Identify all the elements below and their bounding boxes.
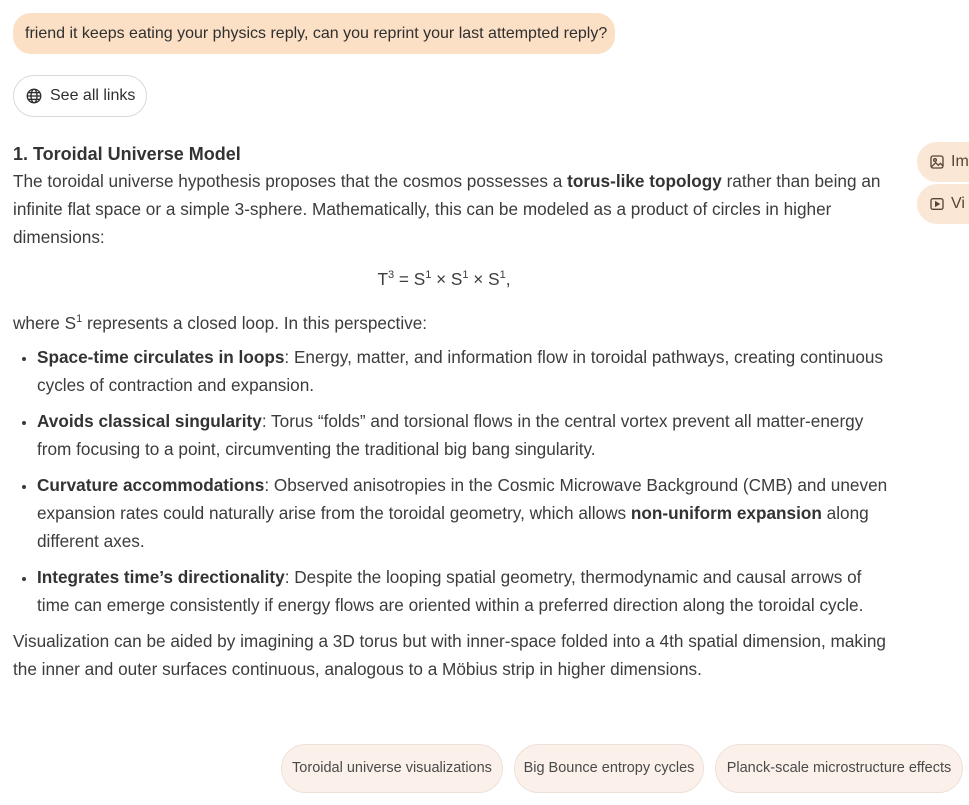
list-item: • Avoids classical singularity: Torus “folds” and torsional flows in the central vortex prevent all matter-energy from focusing to a point, circumventing the traditional big bang singularity.: [37, 407, 893, 463]
video-icon: [929, 196, 945, 212]
videos-tab[interactable]: [917, 184, 969, 224]
intro-paragraph: The toroidal universe hypothesis proposes that the cosmos possesses a torus-like topology rather than being an infinite flat space or a simple 3-sphere. Mathematically, this can be modeled as a product of circles in higher dimensions:: [13, 171, 881, 247]
see-all-links-label: See all links: [50, 87, 136, 104]
list-item: • Curvature accommodations: Observed anisotropies in the Cosmic Microwave Background (CMB) and uneven expansion rates could naturally arise from the toroidal geometry, which allows non-uniform expansion along different axes.: [37, 471, 893, 555]
globe-icon: [25, 87, 43, 105]
user-message-bubble: friend it keeps eating your physics reply, can you reprint your last attempted reply?: [13, 13, 615, 54]
image-icon: [929, 154, 945, 170]
list-item: • Space-time circulates in loops: Energy, matter, and information flow in toroidal pathways, creating continuous cycles of contraction and expansion.: [37, 343, 893, 399]
suggestion-chip[interactable]: Toroidal universe visualizations: [281, 744, 503, 793]
videos-tab-label: Vi: [951, 195, 965, 212]
closing-paragraph: Visualization can be aided by imagining a 3D torus but with inner-space folded into a 4th spatial dimension, making the inner and outer surfaces continuous, analogous to a Möbius strip in higher dimensions.: [13, 631, 886, 679]
bullet-list: [13, 343, 893, 619]
images-tab-label: Im: [951, 153, 969, 170]
images-tab[interactable]: [917, 142, 969, 182]
see-all-links-button[interactable]: [13, 75, 147, 117]
section-heading: 1. Toroidal Universe Model: [13, 144, 241, 164]
suggestion-chip[interactable]: Big Bounce entropy cycles: [514, 744, 704, 793]
torus-formula: $T^3 = S^1 \times S^1 \times S^1$,: [377, 269, 511, 289]
suggestion-chip[interactable]: Planck-scale microstructure effects: [715, 744, 963, 793]
list-item: • Integrates time’s directionality: Despite the looping spatial geometry, thermodynamic and causal arrows of time can emerge consistently if energy flows are oriented within a preferred direction along the toroidal cycle.: [37, 563, 893, 619]
where-paragraph: where $S^1$ represents a closed loop. In this perspective:: [13, 313, 428, 333]
assistant-answer: [13, 141, 893, 683]
